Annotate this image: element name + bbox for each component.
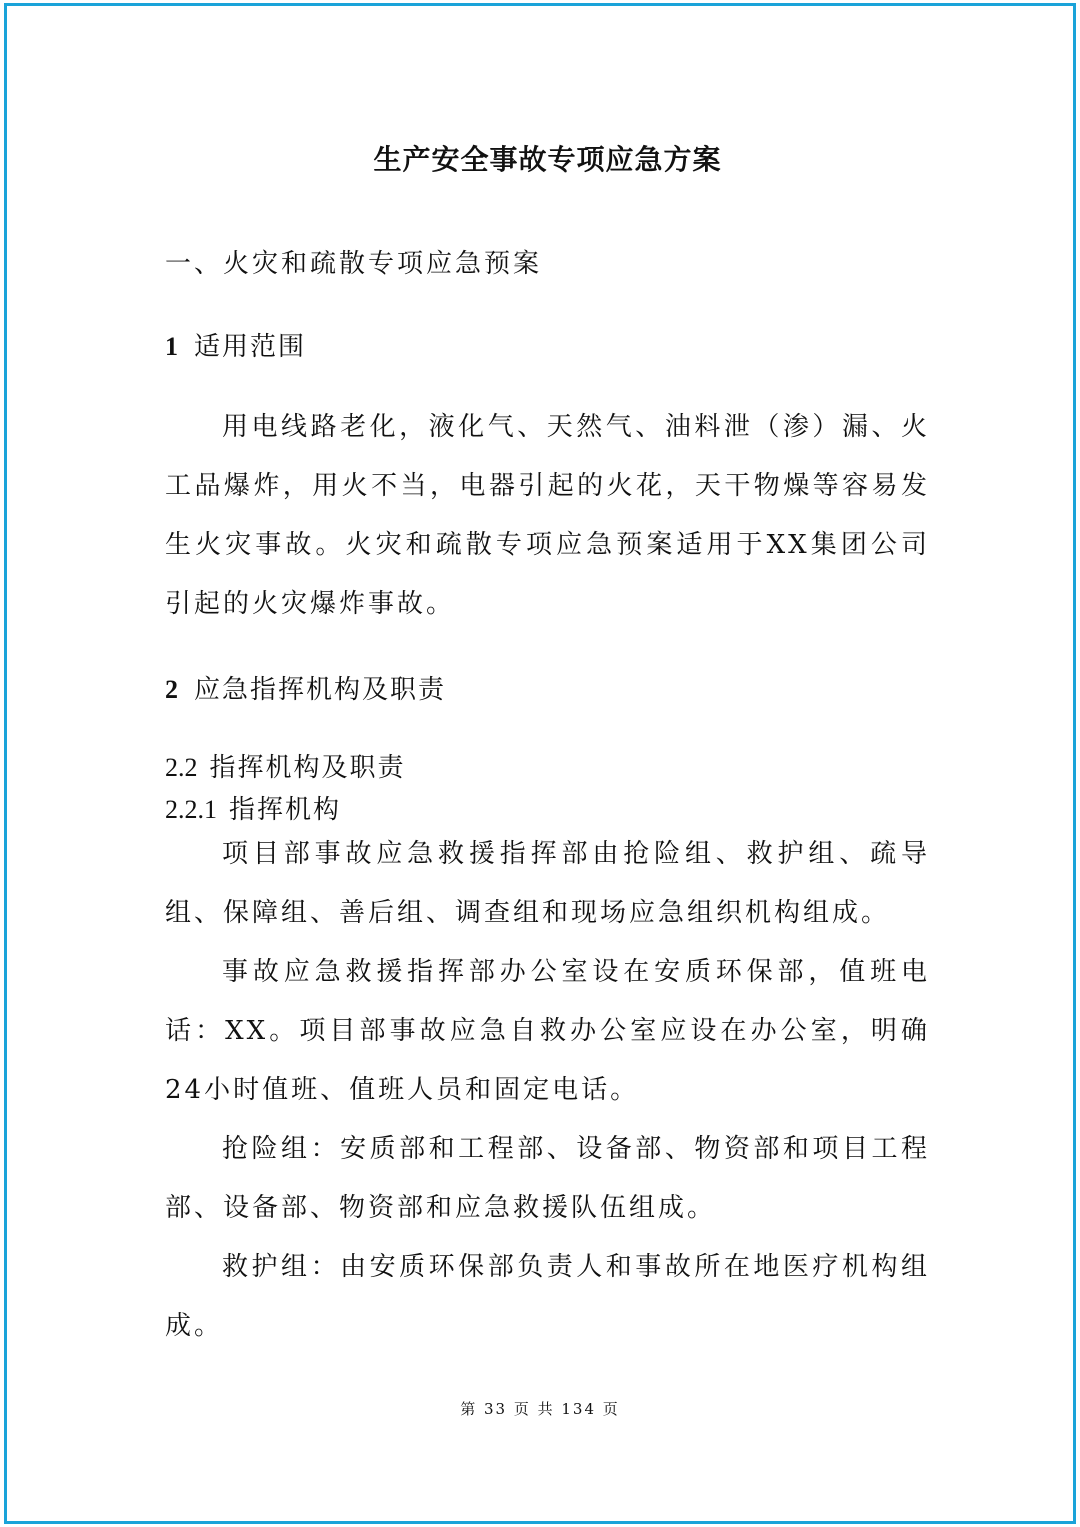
- paragraph-duty-office: 事故应急救援指挥部办公室设在安质环保部，值班电话：XX。项目部事故应急自救办公室应设在办公室，明确24小时值班、值班人员和固定电话。: [165, 957, 930, 1105]
- heading-1-scope: [165, 326, 306, 363]
- heading-number: 2: [165, 675, 180, 704]
- paragraph-scope: 用电线路老化，液化气、天然气、油料泄（渗）漏、火工品爆炸，用火不当，电器引起的火花，天干物燥等容易发生火灾事故。火灾和疏散专项应急预案适用于XX集团公司引起的火灾爆炸事故。: [165, 412, 930, 619]
- heading-number: 1: [165, 332, 180, 361]
- paragraph-medical-team: 救护组：由安质环保部负责人和事故所在地医疗机构组成。: [165, 1252, 930, 1341]
- paragraph-rescue-team: 抢险组：安质部和工程部、设备部、物资部和项目工程部、设备部、物资部和应急救援队伍组成。: [165, 1134, 930, 1223]
- heading-label: 指挥机构及职责: [209, 753, 406, 783]
- heading-2-command-structure: [165, 669, 446, 706]
- heading-label: 指挥机构: [229, 795, 342, 825]
- heading-label: 应急指挥机构及职责: [194, 675, 447, 705]
- page-footer: 第 33 页 共 134 页: [460, 1400, 620, 1418]
- section-heading-fire-evacuation: 一、火灾和疏散专项应急预案: [165, 249, 543, 279]
- document-title: 生产安全事故专项应急方案: [373, 143, 722, 176]
- heading-2-2-1: [165, 789, 341, 826]
- heading-2-2: [165, 747, 406, 784]
- heading-number: 2.2: [165, 753, 198, 782]
- paragraph-command-composition: 项目部事故应急救援指挥部由抢险组、救护组、疏导组、保障组、善后组、调查组和现场应急组织机构组成。: [165, 839, 930, 928]
- heading-label: 适用范围: [194, 332, 307, 362]
- heading-number: 2.2.1: [165, 795, 217, 824]
